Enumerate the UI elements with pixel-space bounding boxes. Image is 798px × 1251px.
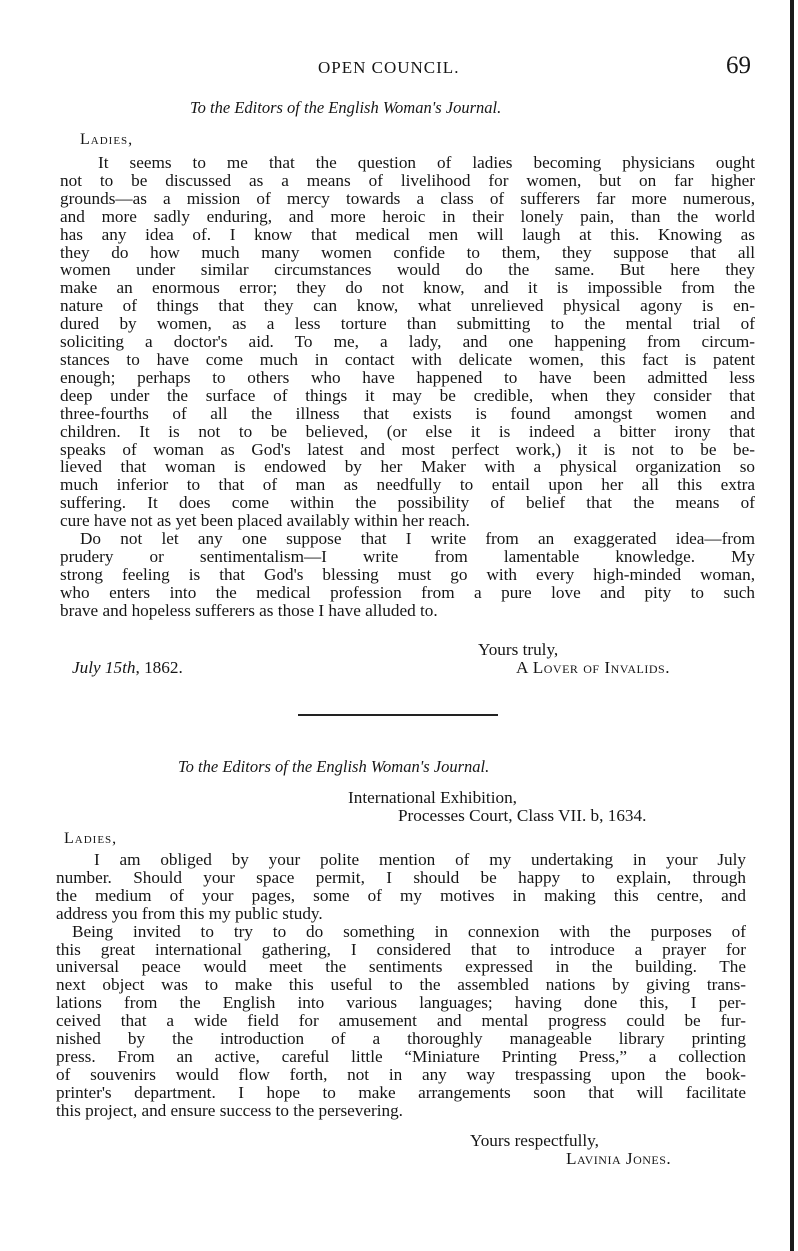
page-number: 69 [726,52,751,79]
text-line: universal peace would meet the sentiments expressed in the building. The [56,957,746,977]
text-line: I am obliged by your polite mention of my undertaking in your July [94,850,746,869]
text-line: stances to have come much in contact with delicate women, this fact is patent [60,349,755,369]
text-line: women under similar circumstances would do the same. But here they [60,260,755,280]
letter1-date [72,658,183,678]
text-line: lieved that woman is endowed by her Maker with a physical organization so [60,457,755,477]
text-line: ceived that a wide field for amusement and mental progress could be fur- [56,1011,746,1031]
text-line: press. From an active, careful little “Miniature Printing Press,” a collection [56,1046,746,1066]
text-line: they do how much many women confide to them, they suppose that all [60,242,755,262]
text-line: enough; perhaps to others who have happened to have been admitted less [60,367,755,387]
letter1-salutation: Ladies, [80,131,134,148]
letter2-body [56,851,746,1120]
text-line: nished by the introduction of a thoroughly manageable library printing [56,1029,746,1049]
text-line: strong feeling is that God's blessing must go with every high-minded woman, [60,564,755,584]
text-line: printer's department. I hope to make arrangements soon that will facilitate [56,1082,746,1102]
text-line: and more sadly enduring, and more heroic in their lonely pain, than the world [60,206,755,226]
text-line: grounds—as a mission of mercy towards a class of sufferers far more numerous, [60,188,755,208]
text-line: lations from the English into various languages; having done this, I per- [56,993,746,1013]
text-line: this project, and ensure success to the persevering. [56,1100,403,1120]
text-line: prudery or sentimentalism—I write from lamentable knowledge. My [60,546,755,566]
text-line: the medium of your pages, some of my motives in making this centre, and [56,885,746,905]
letter1-signature: A Lover of Invalids. [516,658,670,677]
text-line: soliciting a doctor's aid. To me, a lady, and one happening from circum- [60,332,755,352]
text-line: Do not let any one suppose that I write from an exaggerated idea—from [80,529,755,549]
letter2-closing: Yours respectfully, [470,1131,599,1150]
text-line: cure have not as yet been placed availably within her reach. [60,511,470,531]
text-line: who enters into the medical profession from a pure love and pity to such [60,582,755,602]
text-line: dured by women, as a less torture than submitting to the mental trial of [60,314,755,334]
letter1-closing: Yours truly, [478,640,559,659]
section-divider [298,714,498,716]
text-line: make an enormous error; they do not know, and it is impossible from the [60,278,755,298]
letter2-address-line1: International Exhibition, [348,788,517,807]
text-line: of souvenirs would flow forth, not in any way trespassing upon the book- [56,1064,746,1084]
text-line: It seems to me that the question of ladies becoming physicians ought [98,153,755,172]
text-line: Being invited to try to do something in connexion with the purposes of [72,921,746,941]
text-line: not to be discussed as a means of livelihood for women, but on far higher [60,170,755,190]
text-line: next object was to make this useful to the assembled nations by giving trans- [56,975,746,995]
running-header: OPEN COUNCIL. [318,58,460,77]
letter1-heading: To the Editors of the English Woman's Journal. [190,98,502,117]
text-line: this great international gathering, I considered that to introduce a prayer for [56,939,746,959]
date-month: July 15th [72,658,136,677]
text-line: suffering. It does come within the possibility of belief that the means of [60,493,755,513]
text-line: number. Should your space permit, I should be happy to explain, through [56,867,746,887]
letter2-salutation: Ladies, [64,830,118,847]
text-line: brave and hopeless sufferers as those I have alluded to. [60,600,438,620]
date-year: , 1862. [135,658,183,677]
text-line: address you from this my public study. [56,903,323,923]
text-line: speaks of woman as God's latest and most perfect work,) it is not to be be- [60,439,755,459]
letter2-heading: To the Editors of the English Woman's Journal. [178,757,490,776]
page-edge-rule [790,0,794,1251]
text-line: has any idea of. I know that medical men will laugh at this. Knowing as [60,224,755,244]
text-line: nature of things that they can know, what unrelieved physical agony is en- [60,296,755,316]
text-line: children. It is not to be believed, (or else it is indeed a bitter irony that [60,421,755,441]
letter2-address-line2: Processes Court, Class VII. b, 1634. [398,806,647,825]
text-line: much inferior to that of man as needfully to entail upon her all this extra [60,475,755,495]
letter2-signature: Lavinia Jones. [566,1149,672,1168]
text-line: deep under the surface of things it may be credible, when they consider that [60,385,755,405]
text-line: three-fourths of all the illness that exists is found amongst women and [60,403,755,423]
letter1-body [60,154,755,620]
